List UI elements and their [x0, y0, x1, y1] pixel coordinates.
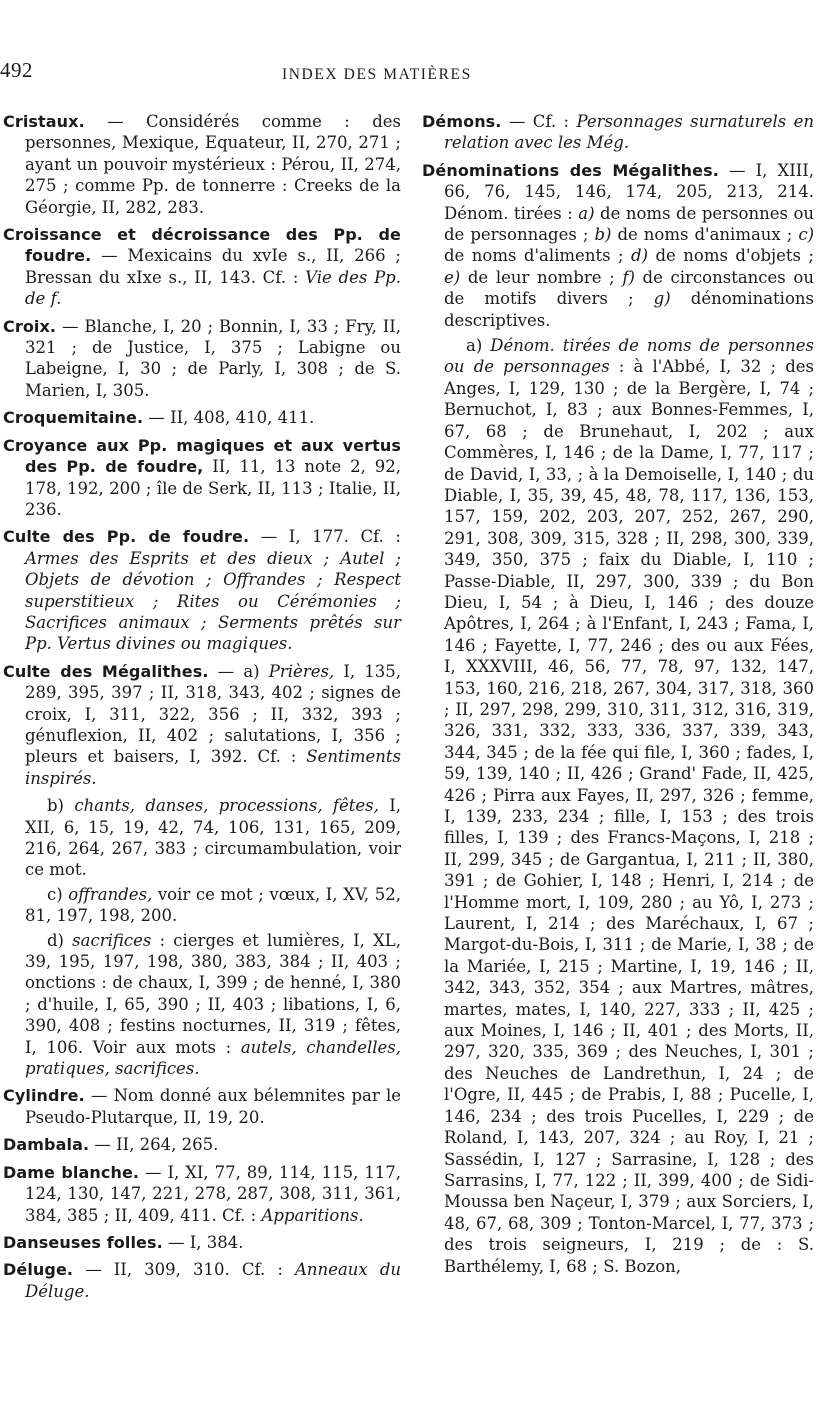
cross-reference: b) [594, 225, 612, 245]
entry-heading: Culte des Mégalithes. [3, 661, 209, 681]
page-title: INDEX DES MATIÈRES [282, 66, 472, 83]
index-entry [3, 1134, 401, 1155]
entry-text: — I, 384. [162, 1232, 244, 1252]
entry-text: : à l'Abbé, I, 32 ; des Anges, I, 129, 130 ; de la Bergère, I, 74 ; Bernuchot, I, 83 ; aux Bonnes-Femmes, I, 67, 68 ; de Brunehaut, I, 202 ; aux Commères, I, 146 ; de la Dame, I, 77, 117 ; de David, I, 33, ; à la Demoiselle, I, 140 ; du Diable, I, 35, 39, 45, 48, 78, 117, 136, 153, 157, 159, 202, 203, 207, 252, 267, 290, 291, 308, 309, 315, 328 ; II, 298, 300, 339, 349, 350, 375 ; faix du Diable, I, 110 ; Passe-Diable, II, 297, 300, 339 ; du Bon Dieu, I, 54 ; à Dieu, I, 146 ; des douze Apôtres, I, 264 ; à l'Enfant, I, 243 ; Fama, I, 146 ; Fayette, I, 77, 246 ; des ou aux Fées, I, XXXVIII, 46, 56, 77, 78, 97, 132, 147, 153, 160, 216, 218, 267, 304, 317, 318, 360 ; II, 297, 298, 299, 310, 311, 312, 316, 319, 326, 331, 332, 333, 336, 337, 339, 343, 344, 345 ; de la fée qui file, I, 360 ; fades, I, 59, 139, 140 ; II, 426 ; Grand' Fade, II, 425, 426 ; Pirra aux Fayes, II, 297, 326 ; femme, I, 139, 233, 234 ; fille, I, 153 ; des trois filles, I, 139 ; des Francs-Maçons, I, 218 ; II, 299, 345 ; de Gargantua, I, 211 ; II, 380, 391 ; de Gohier, I, 148 ; Henri, I, 214 ; de l'Homme mort, I, 109, 280 ; au Yô, I, 273 ; Laurent, I, 214 ; des Maréchaux, I, 67 ; Margot-du-Bois, I, 311 ; de Marie, I, 38 ; de la Mariée, I, 215 ; Martine, I, 19, 146 ; II, 342, 343, 352, 354 ; aux Martres, mâtres, martes, mates, I, 140, 227, 333 ; II, 425 ; aux Moines, I, 146 ; II, 401 ; des Morts, II, 297, 320, 335, 369 ; des Neuches, I, 301 ; des Neuches de Landrethun, I, 24 ; de l'Ogre, II, 445 ; de Prabis, I, 88 ; Pucelle, I, 146, 234 ; des trois Pucelles, I, 229 ; de Roland, I, 143, 207, 324 ; au Roy, I, 21 ; Sassédin, I, 127 ; Sarrasine, I, 128 ; des Sarrasins, I, 77, 122 ; II, 399, 400 ; de Sidi-Moussa ben Naçeur, I, 379 ; aux Sorciers, I, 48, 67, 68, 309 ; Tonton-Marcel, I, 77, 373 ; des trois seigneurs, I, 219 ; de : S. Barthélemy, I, 68 ; S. Bozon, [444, 357, 814, 1276]
entry-text: — II, 264, 265. [89, 1135, 219, 1155]
cross-reference: Anneaux du Déluge. [25, 1260, 402, 1301]
entry-heading: Cylindre. [3, 1086, 85, 1106]
entry-heading: Croissance et décroissance des Pp. de foudre. [3, 225, 401, 266]
entry-heading: Déluge. [3, 1260, 74, 1280]
cross-reference: Personnages surnaturels en relation avec les Még. [444, 112, 814, 153]
cross-reference: f) [622, 267, 635, 287]
index-entry [3, 407, 401, 428]
entry-text: — Mexicains du xvIe s., II, 266 ; Bressan du xIxe s., II, 143. Cf. : [25, 246, 401, 287]
entry-text: de noms d'animaux ; [611, 225, 799, 245]
entry-text: de circonstances ou de motifs divers ; [444, 267, 814, 309]
index-entry [3, 1259, 401, 1302]
entry-heading: Dénominations des Mégalithes. [422, 160, 719, 180]
entry-text: — II, 408, 410, 411. [143, 408, 315, 428]
entry-text: de noms d'aliments ; [444, 246, 632, 266]
page-header [0, 60, 817, 88]
entry-text: d) [47, 930, 73, 950]
cross-reference: e) [444, 267, 461, 287]
cross-reference: g) [653, 289, 671, 309]
left-column [3, 111, 401, 1308]
cross-reference: c) [798, 225, 815, 245]
index-entry [3, 316, 401, 402]
entry-heading: Démons. [422, 112, 502, 131]
entry-text: — Blanche, I, 20 ; Bonnin, I, 33 ; Fry, II, 321 ; de Justice, I, 375 ; Labigne ou Labeigne, I, 30 ; de Parly, I, 308 ; de S. Marien, I, 305. [25, 316, 401, 400]
entry-text: b) [47, 796, 75, 816]
cross-reference: sacrifices [72, 930, 152, 950]
entry-text: — I, XI, 77, 89, 114, 115, 117, 124, 130, 147, 221, 278, 287, 308, 311, 361, 384, 385 ; II, 409, 411. Cf. : [25, 1162, 401, 1225]
cross-reference: offrandes, [68, 884, 153, 904]
index-entry [3, 1085, 401, 1128]
index-entry [3, 224, 401, 310]
entry-text: — I, 177. Cf. : [249, 527, 401, 547]
right-column [422, 111, 814, 1280]
index-entry [3, 661, 401, 789]
index-entry [3, 1162, 401, 1226]
entry-text: I, 135, 289, 395, 397 ; II, 318, 343, 402 ; signes de croix, I, 311, 322, 356 ; II, 332, 393 ; génuflexion, II, 402 ; salutations, I, 356 ; pleurs et baisers, I, 392. Cf. : [25, 661, 402, 767]
cross-reference: Apparitions. [261, 1205, 364, 1225]
subentry-denominations-a [422, 335, 814, 1277]
cross-reference: Armes des Esprits et des dieux ; Autel ; Objets de dévotion ; Offrandes ; Respect superstitieux ; Rites ou Cérémonies ; Sacrifices animaux ; Serments prêtés sur Pp. Vertus divines ou magiques. [25, 548, 401, 654]
cross-reference: autels, chandelles, pratiques, sacrifices. [25, 1037, 401, 1079]
entry-text: — a) [208, 661, 269, 681]
entry-heading: Danseuses folles. [3, 1232, 163, 1252]
entry-text: de noms de personnes ou de personnages ; [444, 203, 815, 245]
subentry-culte-d [3, 930, 401, 1080]
entry-heading: Dambala. [3, 1135, 90, 1155]
subentry-culte-b [3, 795, 401, 881]
entry-text: — Nom donné aux bélemnites par le Pseudo-Plutarque, II, 19, 20. [25, 1086, 401, 1127]
entry-heading: Croix. [3, 316, 57, 336]
entry-text: — Considérés comme : des personnes, Mexique, Equateur, II, 270, 271 ; ayant un pouvoir mystérieux : Pérou, II, 274, 275 ; comme Pp. de tonnerre : Creeks de la Géorgie, II, 282, 283. [25, 112, 401, 217]
entry-heading: Culte des Pp. de foudre. [3, 527, 250, 547]
entry-text: voir ce mot ; vœux, I, XV, 52, 81, 197, 198, 200. [25, 884, 401, 926]
entry-text: : cierges et lumières, I, XL, 39, 195, 197, 198, 380, 383, 384 ; II, 403 ; onctions : de chaux, I, 399 ; de henné, I, 380 ; d'huile, I, 65, 390 ; II, 403 ; libations, I, 6, 390, 408 ; festins nocturnes, II, 319 ; fêtes, I, 106. Voir aux mots : [25, 930, 401, 1057]
subentry-culte-c [3, 884, 401, 927]
entry-text: c) [47, 884, 69, 904]
entry-heading: Dame blanche. [3, 1162, 140, 1182]
index-entry [3, 1232, 401, 1253]
entry-text: I, XII, 6, 15, 19, 42, 74, 106, 131, 165, 209, 216, 264, 267, 383 ; circumambulation, voir ce mot. [25, 796, 402, 880]
entry-heading: Cristaux. [3, 112, 85, 131]
index-entry [422, 111, 814, 154]
entry-heading: Croyance aux Pp. magiques et aux vertus des Pp. de foudre, [3, 435, 401, 477]
index-entry [3, 526, 401, 654]
entry-text: — Cf. : [501, 112, 577, 131]
page-number: 492 [0, 58, 33, 82]
entry-text: a) [466, 336, 491, 356]
cross-reference: Dénom. tirées de noms de personnes ou de personnages [444, 336, 815, 377]
index-entry [3, 435, 401, 521]
cross-reference: Vie des Pp. de f. [25, 267, 401, 309]
entry-text: de noms d'objets ; [648, 246, 814, 266]
entry-text: dénominations descriptives. [444, 289, 814, 330]
cross-reference: chants, danses, processions, fêtes, [74, 796, 379, 816]
cross-reference: a) [578, 203, 595, 223]
cross-reference: Sentiments inspirés. [25, 747, 401, 788]
entry-text: de leur nombre ; [460, 267, 623, 287]
entry-text: II, 11, 13 note 2, 92, 178, 192, 200 ; île de Serk, II, 113 ; Italie, II, 236. [25, 457, 401, 519]
cross-reference: Prières, [268, 661, 335, 681]
index-entry [3, 111, 401, 218]
index-entry [422, 160, 814, 331]
entry-text: — I, XIII, 66, 76, 145, 146, 174, 205, 213, 214. Dénom. tirées : [444, 160, 814, 223]
cross-reference: d) [631, 246, 649, 266]
entry-heading: Croquemitaine. [3, 408, 144, 428]
entry-text: — II, 309, 310. Cf. : [73, 1260, 296, 1280]
